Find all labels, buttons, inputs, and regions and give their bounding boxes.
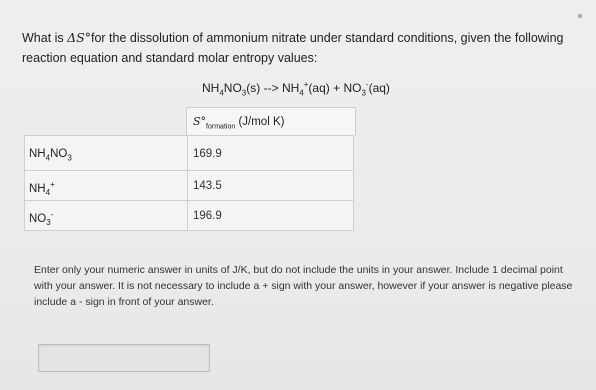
question-suffix: for the dissolution of ammonium nitrate under standard conditions, given the following reaction equation and standard molar entropy values: — [22, 31, 564, 65]
question-text — [22, 28, 582, 68]
table-row — [24, 170, 354, 201]
entropy-table-header — [186, 107, 356, 136]
answer-input[interactable] — [38, 344, 210, 372]
equation-product-1: $NH_4^+(aq)$ — [281, 80, 330, 98]
reaction-equation — [202, 80, 390, 97]
header-label — [193, 115, 284, 130]
column-divider — [187, 136, 188, 170]
species-name: $NH_4NO_3$ — [29, 148, 72, 163]
entropy-value: 143.5 — [193, 180, 222, 192]
entropy-value: 169.9 — [193, 148, 222, 160]
column-divider — [187, 171, 188, 200]
indicator-dot — [578, 14, 582, 18]
question-prefix: What is — [22, 31, 68, 45]
species-name: $NH_4^+$ — [29, 180, 55, 198]
entropy-table — [24, 107, 354, 231]
header-symbol: S° — [193, 115, 207, 128]
delta-s-symbol: ΔS° — [67, 30, 91, 45]
answer-instructions: Enter only your numeric answer in units of J/K, but do not include the units in your answer. Include 1 decimal point with your answer. It is not necessary to include a + sign with your answer, however if your answer is negative please include a - sign in front of your answer. — [34, 264, 573, 308]
column-divider — [187, 201, 188, 230]
equation-plus: + — [333, 81, 341, 95]
equation-reactant: $NH_4NO_3(s)$ — [202, 81, 261, 98]
table-row — [24, 135, 354, 171]
table-row — [24, 200, 354, 231]
header-unit: (J/mol K) — [238, 116, 285, 128]
entropy-value: 196.9 — [193, 210, 222, 222]
equation-arrow: --> — [263, 81, 279, 95]
species-name: $NO_3^-$ — [29, 210, 54, 228]
header-subscript: formation — [206, 123, 236, 131]
equation-product-2: $NO_3^-(aq)$ — [343, 80, 390, 98]
